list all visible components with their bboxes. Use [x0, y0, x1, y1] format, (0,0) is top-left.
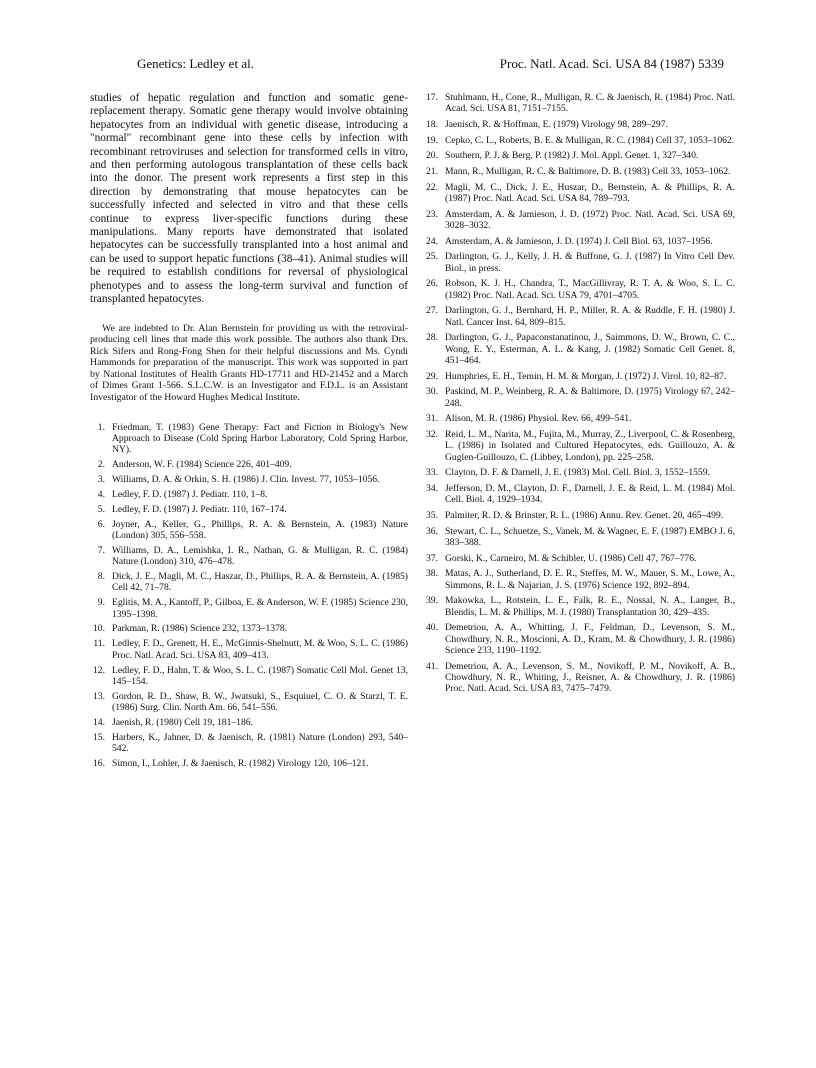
- reference-text: Ledley, F. D. (1987) J. Pediatr. 110, 1–8.: [112, 488, 268, 500]
- reference-item: [90, 758, 408, 769]
- reference-text: Demetriou, A. A., Levenson, S. M., Novikoff, P. M., Novikoff, A. B., Chowdhury, N. R., Whiting, J., Reisner, A. & Chowdhury, J. R. (1986) Proc. Natl. Acad. Sci. USA 83, 7475–7479.: [445, 660, 735, 695]
- reference-item: [423, 526, 735, 549]
- reference-text: Williams, D. A., Lemishka, I. R., Nathan, G. & Mulligan, R. C. (1984) Nature (London) 310, 476–478.: [112, 544, 408, 568]
- reference-text: Humphries, E. H., Temin, H. M. & Morgan, J. (1972) J. Virol. 10, 82–87.: [445, 370, 727, 382]
- reference-item: [423, 467, 735, 478]
- reference-number: 9.: [97, 597, 105, 609]
- reference-item: [423, 371, 735, 382]
- left-column: [90, 92, 408, 773]
- reference-number: 2.: [97, 459, 105, 471]
- reference-text: Jaenisch, R. & Hoffman, E. (1979) Virology 98, 289–297.: [445, 118, 668, 130]
- reference-text: Paskind, M. P., Weinberg, R. A. & Baltimore, D. (1975) Virology 67, 242–248.: [445, 386, 735, 409]
- reference-number: 39.: [426, 595, 438, 607]
- reference-item: [90, 691, 408, 714]
- reference-item: [423, 661, 735, 695]
- reference-number: 5.: [97, 503, 105, 515]
- reference-number: 20.: [426, 150, 438, 162]
- reference-number: 24.: [426, 235, 438, 247]
- header-journal-section: Genetics: Ledley et al.: [137, 56, 254, 71]
- reference-item: [423, 251, 735, 274]
- reference-item: [90, 519, 408, 542]
- reference-item: [423, 209, 735, 232]
- reference-item: [423, 92, 735, 115]
- reference-text: Friedman, T. (1983) Gene Therapy: Fact and Fiction in Biology's New Approach to Disease (Cold Spring Harbor Laboratory, Cold Spring Harbor, NY).: [112, 421, 408, 456]
- reference-text: Amsterdam, A. & Jamieson, J. D. (1974) J. Cell Biol. 63, 1037–1956.: [445, 235, 713, 247]
- reference-number: 38.: [426, 568, 438, 580]
- reference-item: [423, 119, 735, 130]
- reference-number: 13.: [93, 690, 105, 702]
- reference-number: 27.: [426, 305, 438, 317]
- reference-text: Reid, L. M., Narita, M., Fujita, M., Murray, Z., Liverpool, C. & Rosenberg, L. (1986) in Isolated and Cultured Hepatocytes, eds. Guillouzo, A. & Guglen-Guillouzo, C. (Libbey, London), pp. 225–258.: [445, 428, 735, 463]
- reference-item: [90, 422, 408, 456]
- reference-number: 10.: [93, 623, 105, 635]
- right-column: [423, 92, 735, 699]
- reference-number: 12.: [93, 664, 105, 676]
- reference-text: Jefferson, D. M., Clayton, D. F., Darnell, J. E. & Reid, L. M. (1984) Mol. Cell. Biol. 4, 1929–1934.: [445, 482, 735, 506]
- reference-text: Joyner, A., Keller, G., Phillips, R. A. & Bernstein, A. (1983) Nature (London) 305, 556–558.: [112, 518, 408, 541]
- reference-number: 30.: [426, 386, 438, 398]
- reference-item: [90, 545, 408, 568]
- reference-number: 22.: [426, 181, 438, 193]
- reference-text: Anderson, W. F. (1984) Science 226, 401–409.: [112, 459, 292, 471]
- reference-number: 41.: [426, 660, 438, 672]
- reference-text: Gorski, K., Carneiro, M. & Schibler, U. (1986) Cell 47, 767–776.: [445, 552, 697, 564]
- reference-number: 31.: [426, 413, 438, 425]
- reference-number: 15.: [93, 731, 105, 743]
- reference-text: Eglitis, M. A., Kantoff, P., Gilboa, E. & Anderson, W. F. (1985) Science 230, 1395–1398.: [112, 597, 408, 620]
- reference-item: [90, 474, 408, 485]
- reference-item: [423, 595, 735, 618]
- body-paragraph: studies of hepatic regulation and function and somatic gene-replacement therapy. Somatic gene therapy would involve obtaining hepatocytes from an individual with genetic disease, introducing a "normal" recombinant gene into these cells by infection with recombinant retroviruses and selection for transformed cells in vitro, and then performing autologous transplantation of these cells back into the donor. The present work represents a first step in this direction by demonstrating that mouse hepatocytes can be successfully infected and selected in vitro and that these cells continue to express liver-specific functions during these manipulations. Many reports have demonstrated that isolated hepatocytes can be successfully transplanted into a host animal and can be used to support hepatic functions (38–41). Animal studies will be required to establish conditions for reversal of physiological phenotypes and to assess the long-term survival and function of transplanted hepatocytes.: [90, 92, 408, 306]
- reference-item: [423, 413, 735, 424]
- reference-text: Gordon, R. D., Shaw, B. W., Jwatsuki, S., Esquiuel, C. O. & Starzl, T. E. (1986) Surg. Clin. North Am. 66, 541–556.: [112, 690, 408, 714]
- reference-item: [423, 429, 735, 463]
- reference-number: 17.: [426, 92, 438, 103]
- reference-number: 32.: [426, 428, 438, 440]
- reference-item: [90, 504, 408, 515]
- reference-text: Matas, A. J., Sutherland, D. E. R., Steffes, M. W., Mauer, S. M., Lowe, A., Simmons, R. L. & Najarian, J. S. (1976) Science 192, 892–894.: [445, 568, 735, 591]
- reference-text: Mann, R., Mulligan, R. C. & Baltimore, D. B. (1983) Cell 33, 1053–1062.: [445, 166, 731, 178]
- running-header: [110, 56, 724, 76]
- reference-text: Ledley, F. D. (1987) J. Pediatr. 110, 167–174.: [112, 503, 287, 515]
- reference-text: Palmiter, R. D. & Brinster, R. L. (1986) Annu. Rev. Genet. 20, 465–499.: [445, 509, 724, 521]
- reference-number: 6.: [97, 518, 105, 530]
- reference-text: Ledley, F. D., Grenett, H. E., McGinnis-Shelnutt, M. & Woo, S. L. C. (1986) Proc. Natl. Acad. Sci. USA 83, 409–413.: [112, 638, 408, 661]
- reference-number: 35.: [426, 509, 438, 521]
- header-citation-page: Proc. Natl. Acad. Sci. USA 84 (1987) 5339: [499, 56, 724, 71]
- reference-text: Darlington, G. J., Papaconstanatinou, J., Saimmons, D. W., Brown, C. C., Wong, E. Y., Esterman, A. L. & Kang, J. (1982) Somatic Cell Genet. 8, 451–464.: [445, 332, 735, 366]
- reference-number: 40.: [426, 622, 438, 634]
- reference-item: [90, 459, 408, 470]
- reference-number: 29.: [426, 370, 438, 382]
- reference-text: Dick, J. E., Magli, M. C., Haszar, D., Phillips, R. A. & Bernstein, A. (1985) Cell 42, 71–78.: [112, 571, 408, 594]
- reference-number: 16.: [93, 757, 105, 769]
- reference-item: [423, 150, 735, 161]
- reference-item: [423, 278, 735, 301]
- reference-number: 28.: [426, 332, 438, 344]
- reference-text: Ledley, F. D., Hahn, T. & Woo, S. L. C. (1987) Somatic Cell Mol. Genet 13, 145–154.: [112, 664, 408, 687]
- reference-item: [423, 236, 735, 247]
- reference-text: Clayton, D. F. & Darnell, J. E. (1983) Mol. Cell. Biol. 3, 1552–1559.: [445, 467, 710, 479]
- reference-item: [423, 166, 735, 177]
- reference-text: Darlington, G. J., Bernhard, H. P., Miller, R. A. & Ruddle, F. H. (1980) J. Natl. Cancer Inst. 64, 809–815.: [445, 305, 735, 328]
- reference-list-left: [90, 422, 408, 770]
- reference-item: [90, 732, 408, 755]
- reference-text: Harbers, K., Jahner, D. & Jaenisch, R. (1981) Nature (London) 293, 540–542.: [112, 731, 408, 755]
- reference-number: 7.: [97, 544, 105, 556]
- reference-text: Southern, P. J. & Berg, P. (1982) J. Mol. Appl. Genet. 1, 327–340.: [445, 150, 699, 162]
- reference-text: Darlington, G. J., Kelly, J. H. & Buffone, G. J. (1987) In Vitro Cell Dev. Biol., in press.: [445, 251, 735, 274]
- reference-number: 1.: [97, 421, 105, 433]
- reference-item: [90, 665, 408, 688]
- reference-item: [90, 489, 408, 500]
- reference-item: [423, 386, 735, 409]
- reference-text: Stuhlmann, H., Cone, R., Mulligan, R. C. & Jaenisch, R. (1984) Proc. Natl. Acad. Sci. USA 81, 7151–7155.: [445, 92, 735, 115]
- reference-number: 23.: [426, 208, 438, 220]
- reference-number: 3.: [97, 474, 105, 486]
- reference-item: [90, 623, 408, 634]
- acknowledgment: We are indebted to Dr. Alan Bernstein for providing us with the retroviral-producing cell lines that made this work possible. The authors also thank Drs. Rick Sifers and Rong-Fong Shen for their helpful discussions and Ms. Cyndi Hammonds for preparation of the manuscript. This work was supported in part by National Institutes of Health Grants HD-17711 and HD-21452 and a March of Dimes Grant 1-566. S.L.C.W. is an Investigator and F.D.L. is an Assistant Investigator of the Howard Hughes Medical Institute.: [90, 322, 408, 404]
- reference-number: 25.: [426, 251, 438, 263]
- reference-text: Amsterdam, A. & Jamieson, J. D. (1972) Proc. Natl. Acad. Sci. USA 69, 3028–3032.: [445, 208, 735, 232]
- reference-number: 37.: [426, 552, 438, 564]
- reference-text: Stewart, C. L., Schuetze, S., Vanek, M. & Wagner, E. F. (1987) EMBO J. 6, 383–388.: [445, 525, 735, 548]
- reference-text: Parkman, R. (1986) Science 232, 1373–1378.: [112, 623, 288, 635]
- reference-number: 19.: [426, 134, 438, 146]
- reference-number: 11.: [93, 638, 105, 650]
- reference-number: 18.: [426, 118, 438, 130]
- reference-number: 34.: [426, 482, 438, 494]
- reference-item: [90, 597, 408, 620]
- reference-item: [90, 717, 408, 728]
- reference-item: [423, 553, 735, 564]
- reference-number: 33.: [426, 467, 438, 479]
- reference-text: Cepko, C. L., Roberts, B. E. & Mulligan, R. C. (1984) Cell 37, 1053–1062.: [445, 134, 735, 146]
- reference-number: 26.: [426, 278, 438, 290]
- reference-number: 36.: [426, 525, 438, 537]
- reference-text: Makowka, L., Rotstein, L. E., Falk, R. E., Nossal, N. A., Langer, B., Blendis, L. M. & Phillips, M. J. (1980) Transplantation 30, 429–435.: [445, 595, 735, 618]
- reference-item: [423, 182, 735, 205]
- reference-text: Simon, I., Lohler, J. & Jaenisch, R. (1982) Virology 120, 106–121.: [112, 757, 369, 769]
- reference-number: 21.: [426, 166, 438, 178]
- reference-number: 8.: [97, 571, 105, 583]
- reference-text: Alison, M. R. (1986) Physiol. Rev. 66, 499–541.: [445, 413, 632, 425]
- reference-item: [423, 622, 735, 656]
- reference-item: [90, 571, 408, 594]
- reference-text: Magli, M. C., Dick, J. E., Huszar, D., Bernstein, A. & Phillips, R. A. (1987) Proc. Natl. Acad. Sci. USA 84, 789–793.: [445, 181, 735, 205]
- reference-item: [423, 510, 735, 521]
- reference-item: [423, 483, 735, 506]
- reference-list-right: [423, 92, 735, 694]
- reference-item: [423, 135, 735, 146]
- reference-text: Demetriou, A. A., Whitting, J. F., Feldman, D., Levenson, S. M., Chowdhury, N. R., Moscioni, A. D., Kram, M. & Chowdhury, J. R. (1986) Science 233, 1190–1192.: [445, 622, 735, 656]
- reference-text: Jaenish, R. (1980) Cell 19, 181–186.: [112, 716, 253, 728]
- reference-item: [90, 638, 408, 661]
- reference-item: [423, 305, 735, 328]
- reference-item: [423, 332, 735, 366]
- reference-text: Williams, D. A. & Orkin, S. H. (1986) J. Clin. Invest. 77, 1053–1056.: [112, 474, 380, 486]
- reference-item: [423, 568, 735, 591]
- reference-number: 14.: [93, 716, 105, 728]
- reference-number: 4.: [97, 488, 105, 500]
- reference-text: Robson, K. J. H., Chandra, T., MacGillivray, R. T. A. & Woo, S. L. C. (1982) Proc. Natl. Acad. Sci. USA 79, 4701–4705.: [445, 278, 735, 301]
